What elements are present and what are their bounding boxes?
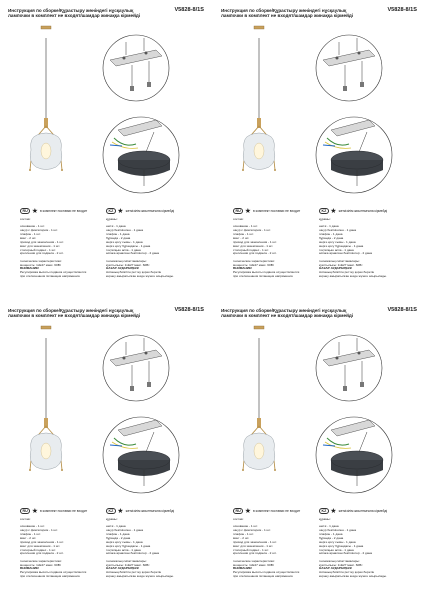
ru-content-item: плафон - 1 шт. <box>20 532 41 537</box>
ru-badge: RU <box>20 508 30 515</box>
assembly-illustration <box>219 320 419 505</box>
ru-warning-line: при отключенном питающем напряжении. <box>233 574 294 579</box>
kz-warning-line: Аспаның биіктігін реттеу қорек беретін <box>106 570 162 575</box>
ru-text-column <box>20 218 106 279</box>
kz-spec-item: қуаттылығы: 1хЕ27 макс. 60Вт <box>106 562 150 567</box>
assembly-illustration <box>6 320 206 505</box>
ru-warning-title: ВНИМАНИЕ! <box>20 266 40 271</box>
ru-content-item: плафон - 1 шт. <box>233 532 254 537</box>
kz-text-column <box>319 218 417 279</box>
ru-content-item: винт - 2 шт. <box>233 235 250 240</box>
ru-content-item: шнур с фиксатором - 1 шт. <box>20 528 58 533</box>
ru-warning-title: ВНИМАНИЕ! <box>20 566 40 571</box>
ru-content-item: шнур с фиксатором - 1 шт. <box>233 528 271 533</box>
kz-content-item: жерге қосу бұрандасы - 1 дана <box>106 543 151 548</box>
kz-warning-line: кернеу ажыратылған кезде жүзеге асырылады. <box>319 274 387 279</box>
ru-specs-title: технические характеристики: <box>233 558 275 563</box>
ru-content-item: крепления для подвеса - 2 шт. <box>233 551 277 556</box>
ru-content-item: стопорный подвес - 1 шт. <box>233 247 270 252</box>
kz-content-item: жерге қосу сымы - 1 дана <box>106 539 143 544</box>
kz-contents-title: құрамы: <box>319 517 331 521</box>
ru-text-column <box>20 518 106 579</box>
star-icon: ★ <box>117 507 124 515</box>
kz-specs-title: техникалық сипаттамалары: <box>106 558 147 563</box>
kz-note-row <box>319 207 387 215</box>
header-title: Инструкция по сборке/Құрастыру жөніндегі нұсқаулық <box>221 8 347 13</box>
ru-content-item: провод для заземления - 1 шт. <box>233 539 277 544</box>
ru-content-item: стопорный подвес - 1 шт. <box>20 547 57 552</box>
ru-content-item: провод для заземления - 1 шт. <box>20 239 64 244</box>
header-subtitle: лампочки в комплект не входят/шамдар жинаққа кірмейді <box>8 313 141 319</box>
assembly-illustration <box>219 20 419 205</box>
kz-warning-title: НАЗАР АУДАРЫҢЫЗ! <box>106 566 140 571</box>
panel-header <box>8 8 204 19</box>
kz-content-item: бұранда - 2 дана <box>106 235 131 240</box>
kz-contents-title: құрамы: <box>106 217 118 221</box>
header-title: Инструкция по сборке/Құрастыру жөніндегі нұсқаулық <box>221 308 347 313</box>
kz-content-item: негізі - 1 дана <box>319 224 339 229</box>
kz-note: жеткізілім жиынтығына кірмейді <box>338 209 388 213</box>
kz-warning-title: НАЗАР АУДАРЫҢЫЗ! <box>319 566 353 571</box>
kz-spec-item: қуаттылығы: 1хЕ27 макс. 60Вт <box>319 262 363 267</box>
ru-text-column <box>233 518 319 579</box>
kz-warning-line: Аспаның биіктігін реттеу қорек беретін <box>319 270 375 275</box>
kz-content-item: негізі - 1 дана <box>106 224 126 229</box>
model-code: V5828-8/1S <box>387 307 417 313</box>
instruction-panel-top-left <box>6 8 206 296</box>
kz-content-item: жерге қосу сымы - 1 дана <box>319 539 356 544</box>
kz-content-item: негізі - 1 дана <box>319 524 339 529</box>
kz-content-item: негізі - 1 дана <box>106 524 126 529</box>
ru-text-column <box>233 218 319 279</box>
header-title: Инструкция по сборке/Құрастыру жөніндегі нұсқаулық <box>8 8 134 13</box>
ru-specs-title: технические характеристики: <box>20 558 62 563</box>
ru-content-item: винт - 2 шт. <box>233 535 250 540</box>
model-code: V5828-8/1S <box>174 307 204 313</box>
kz-content-item: шнур бекіткішпен - 1 дана <box>106 228 144 233</box>
star-icon: ★ <box>117 207 124 215</box>
mounting-plate-detail <box>103 35 169 101</box>
instruction-panel-top-right <box>219 8 419 296</box>
ru-spec-item: мощность: 1хЕ27 макс. 60Вт <box>20 262 62 267</box>
kz-content-item: аспаға арналған бекіткіштер - 2 дана <box>319 251 373 256</box>
panel-header <box>221 8 417 19</box>
ru-content-item: плафон - 1 шт. <box>233 232 254 237</box>
pendant-lamp-image <box>29 26 63 171</box>
canopy-wiring-detail <box>103 117 179 193</box>
kz-note-row <box>106 507 174 515</box>
ru-warning-line: Регулировка высоты подвеса осуществляется <box>20 570 87 575</box>
kz-content-item: тоқтатқыш аспа - 1 дана <box>319 247 354 252</box>
kz-content-item: тоқтатқыш аспа - 1 дана <box>106 547 141 552</box>
kz-spec-item: қуаттылығы: 1хЕ27 макс. 60Вт <box>319 562 363 567</box>
model-code: V5828-8/1S <box>387 7 417 13</box>
kz-warning-line: Аспаның биіктігін реттеу қорек беретін <box>106 270 162 275</box>
ru-content-item: основание - 1 шт. <box>20 524 45 529</box>
ru-note: в комплект поставки не входит <box>39 509 88 513</box>
ru-content-item: основание - 1 шт. <box>233 524 258 529</box>
kz-content-item: шнур бекіткішпен - 1 дана <box>319 528 357 533</box>
ru-content-item: основание - 1 шт. <box>20 224 45 229</box>
ru-content-item: крепления для подвеса - 2 шт. <box>20 551 64 556</box>
ru-badge: RU <box>20 208 30 215</box>
kz-badge: KZ <box>319 208 329 215</box>
assembly-illustration <box>6 20 206 205</box>
kz-text-column <box>106 218 204 279</box>
kz-content-item: аспаға арналған бекіткіштер - 2 дана <box>319 551 373 556</box>
kz-content-item: бұранда - 2 дана <box>319 535 344 540</box>
ru-warning-title: ВНИМАНИЕ! <box>233 266 253 271</box>
ru-content-item: винт - 2 шт. <box>20 535 37 540</box>
star-icon: ★ <box>244 507 251 515</box>
ru-contents-title: состав: <box>20 517 31 521</box>
ru-specs-title: технические характеристики: <box>20 258 62 263</box>
ru-note-row <box>20 207 87 215</box>
ru-content-item: крепления для подвеса - 2 шт. <box>20 251 64 256</box>
kz-content-item: бұранда - 2 дана <box>319 235 344 240</box>
ru-content-item: винт для заземления - 1 шт. <box>20 543 61 548</box>
mounting-plate-detail <box>103 335 169 401</box>
model-code: V5828-8/1S <box>174 7 204 13</box>
pendant-lamp-image <box>242 26 276 171</box>
ru-note-row <box>233 507 300 515</box>
kz-content-item: жерге қосу сымы - 1 дана <box>106 239 143 244</box>
kz-content-item: шнур бекіткішпен - 1 дана <box>106 528 144 533</box>
ru-note-row <box>20 507 87 515</box>
panel-header <box>221 308 417 319</box>
kz-content-item: плафон - 1 дана <box>319 232 343 237</box>
header-subtitle: лампочки в комплект не входят/шамдар жинаққа кірмейді <box>221 313 354 319</box>
ru-contents-title: состав: <box>20 217 31 221</box>
star-icon: ★ <box>244 207 251 215</box>
kz-spec-item: қуаттылығы: 1хЕ27 макс. 60Вт <box>106 262 150 267</box>
ru-content-item: винт - 2 шт. <box>20 235 37 240</box>
kz-specs-title: техникалық сипаттамалары: <box>106 258 147 263</box>
ru-badge: RU <box>233 208 243 215</box>
kz-content-item: плафон - 1 дана <box>106 232 130 237</box>
kz-content-item: тоқтатқыш аспа - 1 дана <box>319 547 354 552</box>
kz-contents-title: құрамы: <box>319 217 331 221</box>
ru-contents-title: состав: <box>233 217 244 221</box>
ru-content-item: шнур с фиксатором - 1 шт. <box>20 228 58 233</box>
ru-content-item: плафон - 1 шт. <box>20 232 41 237</box>
kz-warning-line: кернеу ажыратылған кезде жүзеге асырылады. <box>106 574 174 579</box>
ru-content-item: стопорный подвес - 1 шт. <box>20 247 57 252</box>
ru-content-item: стопорный подвес - 1 шт. <box>233 547 270 552</box>
ru-note-row <box>233 207 300 215</box>
mounting-plate-detail <box>316 35 382 101</box>
kz-content-item: жерге қосу бұрандасы - 1 дана <box>319 243 364 248</box>
ru-warning-line: при отключенном питающем напряжении. <box>20 274 81 279</box>
kz-content-item: тоқтатқыш аспа - 1 дана <box>106 247 141 252</box>
kz-content-item: жерге қосу бұрандасы - 1 дана <box>106 243 151 248</box>
kz-content-item: жерге қосу сымы - 1 дана <box>319 239 356 244</box>
instruction-panel-bottom-right <box>219 308 419 596</box>
kz-warning-line: кернеу ажыратылған кезде жүзеге асырылады. <box>319 574 387 579</box>
kz-content-item: плафон - 1 дана <box>319 532 343 537</box>
mounting-plate-detail <box>316 335 382 401</box>
kz-warning-line: Аспаның биіктігін реттеу қорек беретін <box>319 570 375 575</box>
kz-content-item: аспаға арналған бекіткіштер - 2 дана <box>106 251 160 256</box>
ru-spec-item: мощность: 1хЕ27 макс. 60Вт <box>233 262 275 267</box>
ru-warning-title: ВНИМАНИЕ! <box>233 566 253 571</box>
ru-content-item: винт для заземления - 1 шт. <box>233 243 274 248</box>
instruction-panel-bottom-left <box>6 308 206 596</box>
ru-warning-line: при отключенном питающем напряжении. <box>20 574 81 579</box>
kz-note-row <box>106 207 174 215</box>
ru-warning-line: Регулировка высоты подвеса осуществляется <box>20 270 87 275</box>
kz-note: жеткізілім жиынтығына кірмейді <box>125 209 175 213</box>
canopy-wiring-detail <box>316 417 392 493</box>
kz-content-item: жерге қосу бұрандасы - 1 дана <box>319 543 364 548</box>
kz-text-column <box>319 518 417 579</box>
ru-specs-title: технические характеристики: <box>233 258 275 263</box>
star-icon: ★ <box>330 507 337 515</box>
canopy-wiring-detail <box>103 417 179 493</box>
ru-content-item: шнур с фиксатором - 1 шт. <box>233 228 271 233</box>
ru-content-item: основание - 1 шт. <box>233 224 258 229</box>
ru-content-item: винт для заземления - 1 шт. <box>233 543 274 548</box>
kz-specs-title: техникалық сипаттамалары: <box>319 558 360 563</box>
kz-warning-title: НАЗАР АУДАРЫҢЫЗ! <box>319 266 353 271</box>
ru-content-item: провод для заземления - 1 шт. <box>233 239 277 244</box>
kz-content-item: шнур бекіткішпен - 1 дана <box>319 228 357 233</box>
ru-note: в комплект поставки не входит <box>39 209 88 213</box>
kz-badge: KZ <box>106 508 116 515</box>
kz-note: жеткізілім жиынтығына кірмейді <box>338 509 388 513</box>
kz-specs-title: техникалық сипаттамалары: <box>319 258 360 263</box>
star-icon: ★ <box>330 207 337 215</box>
header-subtitle: лампочки в комплект не входят/шамдар жинаққа кірмейді <box>8 13 141 19</box>
kz-note-row <box>319 507 387 515</box>
kz-contents-title: құрамы: <box>106 517 118 521</box>
star-icon: ★ <box>31 507 38 515</box>
panel-header <box>8 308 204 319</box>
ru-note: в комплект поставки не входит <box>252 209 301 213</box>
ru-warning-line: Регулировка высоты подвеса осуществляется <box>233 270 300 275</box>
ru-note: в комплект поставки не входит <box>252 509 301 513</box>
ru-warning-line: Регулировка высоты подвеса осуществляется <box>233 570 300 575</box>
pendant-lamp-image <box>242 326 276 471</box>
kz-content-item: аспаға арналған бекіткіштер - 2 дана <box>106 551 160 556</box>
kz-warning-line: кернеу ажыратылған кезде жүзеге асырылады. <box>106 274 174 279</box>
kz-content-item: бұранда - 2 дана <box>106 535 131 540</box>
kz-note: жеткізілім жиынтығына кірмейді <box>125 509 175 513</box>
ru-contents-title: состав: <box>233 517 244 521</box>
ru-content-item: винт для заземления - 1 шт. <box>20 243 61 248</box>
ru-warning-line: при отключенном питающем напряжении. <box>233 274 294 279</box>
header-title: Инструкция по сборке/Құрастыру жөніндегі нұсқаулық <box>8 308 134 313</box>
kz-text-column <box>106 518 204 579</box>
ru-content-item: крепления для подвеса - 2 шт. <box>233 251 277 256</box>
kz-content-item: плафон - 1 дана <box>106 532 130 537</box>
ru-badge: RU <box>233 508 243 515</box>
pendant-lamp-image <box>29 326 63 471</box>
kz-warning-title: НАЗАР АУДАРЫҢЫЗ! <box>106 266 140 271</box>
ru-spec-item: мощность: 1хЕ27 макс. 60Вт <box>233 562 275 567</box>
canopy-wiring-detail <box>316 117 392 193</box>
ru-content-item: провод для заземления - 1 шт. <box>20 539 64 544</box>
header-subtitle: лампочки в комплект не входят/шамдар жинаққа кірмейді <box>221 13 354 19</box>
star-icon: ★ <box>31 207 38 215</box>
kz-badge: KZ <box>106 208 116 215</box>
ru-spec-item: мощность: 1хЕ27 макс. 60Вт <box>20 562 62 567</box>
kz-badge: KZ <box>319 508 329 515</box>
